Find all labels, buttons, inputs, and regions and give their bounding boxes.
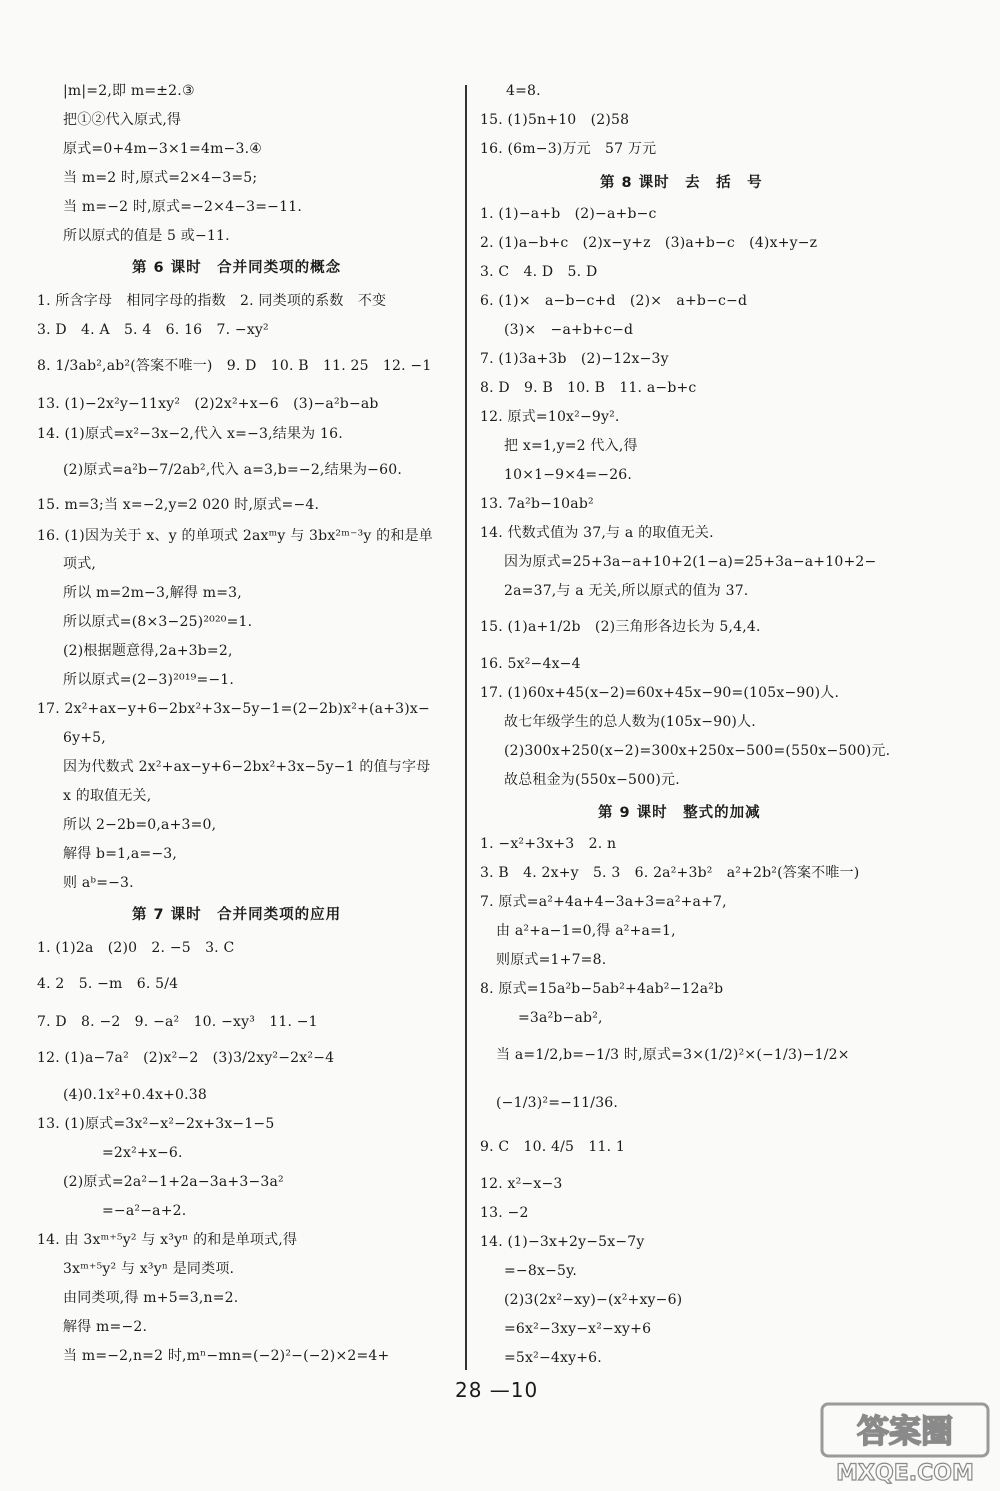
- answer-line: 3xᵐ⁺⁵y² 与 x³yⁿ 是同类项.: [63, 1261, 235, 1277]
- answer-line: 17. 2x²+ax−y+6−2bx²+3x−5y−1=(2−2b)x²+(a+3)x−: [37, 701, 430, 717]
- answer-line: 所以原式=(8×3−25)²⁰²⁰=1.: [63, 614, 253, 630]
- lesson-heading: 第 9 课时 整式的加减: [598, 805, 761, 821]
- answer-line: 10×1−9×4=−26.: [504, 467, 633, 483]
- answer-line: 因为原式=25+3a−a+10+2(1−a)=25+3a−a+10+2−: [504, 554, 877, 570]
- answer-line: 原式=0+4m−3×1=4m−3.④: [63, 141, 262, 157]
- answer-line: 3. D 4. A 5. 4 6. 16 7. −xy²: [37, 322, 269, 338]
- answer-line: 3. B 4. 2x+y 5. 3 6. 2a²+3b² a²+2b²(答案不唯一): [480, 865, 860, 881]
- answer-line: 由 a²+a−1=0,得 a²+a=1,: [496, 923, 676, 939]
- answer-line: 当 m=−2,n=2 时,mⁿ−mn=(−2)²−(−2)×2=4+: [63, 1348, 390, 1364]
- answer-line: 故总租金为(550x−500)元.: [504, 772, 680, 788]
- answer-line: 14. (1)原式=x²−3x−2,代入 x=−3,结果为 16.: [37, 426, 343, 442]
- answer-line: 1. (1)2a (2)0 2. −5 3. C: [37, 940, 235, 956]
- answer-line: 12. 原式=10x²−9y².: [480, 409, 620, 425]
- answer-line: 当 m=2 时,原式=2×4−3=5;: [63, 170, 258, 186]
- answer-line: 8. D 9. B 10. B 11. a−b+c: [480, 380, 697, 396]
- answer-line: |m|=2,即 m=±2.③: [63, 83, 195, 99]
- answer-line: 当 a=1/2,b=−1/3 时,原式=3×(1/2)²×(−1/3)−1/2×: [496, 1047, 850, 1063]
- watermark-title: 答案圈: [856, 1412, 954, 1450]
- answer-line: 则 aᵇ=−3.: [63, 875, 134, 891]
- answer-line: 所以原式的值是 5 或−11.: [63, 228, 230, 244]
- answer-line: 8. 原式=15a²b−5ab²+4ab²−12a²b: [480, 981, 724, 997]
- column-divider: [465, 85, 467, 1370]
- lesson-heading: 第 8 课时 去 括 号: [600, 175, 763, 191]
- watermark-logo: [820, 1402, 990, 1488]
- answer-line: 所以 m=2m−3,解得 m=3,: [63, 585, 242, 601]
- answer-line: =6x²−3xy−x²−xy+6: [504, 1321, 652, 1337]
- answer-line: 14. 代数式值为 37,与 a 的取值无关.: [480, 525, 714, 541]
- answer-line: 1. −x²+3x+3 2. n: [480, 836, 617, 852]
- answer-line: =3a²b−ab²,: [518, 1010, 603, 1026]
- answer-line: (2)300x+250(x−2)=300x+250x−500=(550x−500)元.: [504, 743, 891, 759]
- answer-line: 12. (1)a−7a² (2)x²−2 (3)3/2xy²−2x²−4: [37, 1050, 335, 1066]
- answer-line: 6y+5,: [63, 730, 106, 746]
- answer-line: 9. C 10. 4/5 11. 1: [480, 1139, 625, 1155]
- answer-line: 故七年级学生的总人数为(105x−90)人.: [504, 714, 756, 730]
- watermark-url: MXQE.COM: [836, 1461, 974, 1486]
- answer-line: 解得 b=1,a=−3,: [63, 846, 178, 862]
- answer-line: (2)3(2x²−xy)−(x²+xy−6): [504, 1292, 683, 1308]
- answer-line: 8. 1/3ab²,ab²(答案不唯一) 9. D 10. B 11. 25 12. −1: [37, 358, 432, 374]
- answer-line: 15. (1)a+1/2b (2)三角形各边长为 5,4,4.: [480, 619, 761, 635]
- answer-line: 13. (1)原式=3x²−x²−2x+3x−1−5: [37, 1116, 275, 1132]
- answer-line: 17. (1)60x+45(x−2)=60x+45x−90=(105x−90)人.: [480, 685, 840, 701]
- answer-line: 1. (1)−a+b (2)−a+b−c: [480, 206, 657, 222]
- answer-line: 14. (1)−3x+2y−5x−7y: [480, 1234, 645, 1250]
- answer-line: 12. x²−x−3: [480, 1176, 563, 1192]
- answer-line: 13. 7a²b−10ab²: [480, 496, 594, 512]
- answer-line: 4=8.: [506, 83, 541, 99]
- answer-line: 1. 所含字母 相同字母的指数 2. 同类项的系数 不变: [37, 293, 387, 309]
- answer-line: 因为代数式 2x²+ax−y+6−2bx²+3x−5y−1 的值与字母: [63, 759, 431, 775]
- answer-line: 6. (1)× a−b−c+d (2)× a+b−c−d: [480, 293, 748, 309]
- answer-line: 16. (6m−3)万元 57 万元: [480, 141, 657, 157]
- answer-line: 把 x=1,y=2 代入,得: [504, 438, 638, 454]
- answer-line: 7. (1)3a+3b (2)−12x−3y: [480, 351, 669, 367]
- answer-line: 所以 2−2b=0,a+3=0,: [63, 817, 217, 833]
- answer-line: 则原式=1+7=8.: [496, 952, 607, 968]
- page-number: 28 —10: [455, 1378, 539, 1402]
- answer-line: 7. D 8. −2 9. −a² 10. −xy³ 11. −1: [37, 1014, 318, 1030]
- answer-line: 项式,: [63, 556, 97, 572]
- answer-line: (2)根据题意得,2a+3b=2,: [63, 643, 233, 659]
- answer-line: 由同类项,得 m+5=3,n=2.: [63, 1290, 239, 1306]
- lesson-heading: 第 7 课时 合并同类项的应用: [132, 907, 342, 923]
- answer-line: 3. C 4. D 5. D: [480, 264, 598, 280]
- answer-line: 13. −2: [480, 1205, 529, 1221]
- answer-line: (4)0.1x²+0.4x+0.38: [63, 1087, 207, 1103]
- answer-line: 15. (1)5n+10 (2)58: [480, 112, 630, 128]
- answer-line: 当 m=−2 时,原式=−2×4−3=−11.: [63, 199, 302, 215]
- answer-line: =2x²+x−6.: [102, 1145, 183, 1161]
- answer-line: 解得 m=−2.: [63, 1319, 148, 1335]
- lesson-heading: 第 6 课时 合并同类项的概念: [132, 260, 342, 276]
- answer-line: 7. 原式=a²+4a+4−3a+3=a²+a+7,: [480, 894, 727, 910]
- answer-line: (−1/3)²=−11/36.: [496, 1095, 619, 1111]
- answer-line: =−8x−5y.: [504, 1263, 578, 1279]
- answer-line: 4. 2 5. −m 6. 5/4: [37, 976, 179, 992]
- answer-line: 16. 5x²−4x−4: [480, 656, 581, 672]
- answer-line: 2. (1)a−b+c (2)x−y+z (3)a+b−c (4)x+y−z: [480, 235, 818, 251]
- answer-line: x 的取值无关,: [63, 788, 152, 804]
- answer-line: 14. 由 3xᵐ⁺⁵y² 与 x³yⁿ 的和是单项式,得: [37, 1232, 298, 1248]
- answer-line: 13. (1)−2x²y−11xy² (2)2x²+x−6 (3)−a²b−ab: [37, 396, 379, 412]
- answer-line: 把①②代入原式,得: [63, 112, 182, 128]
- answer-line: (2)原式=a²b−7/2ab²,代入 a=3,b=−2,结果为−60.: [63, 462, 402, 478]
- answer-line: (2)原式=2a²−1+2a−3a+3−3a²: [63, 1174, 284, 1190]
- answer-line: =−a²−a+2.: [102, 1203, 187, 1219]
- answer-line: (3)× −a+b+c−d: [504, 322, 634, 338]
- answer-line: 16. (1)因为关于 x、y 的单项式 2axᵐy 与 3bx²ᵐ⁻³y 的和是单: [37, 528, 433, 544]
- answer-line: 2a=37,与 a 无关,所以原式的值为 37.: [504, 583, 749, 599]
- answer-line: =5x²−4xy+6.: [504, 1350, 602, 1366]
- answer-line: 所以原式=(2−3)²⁰¹⁹=−1.: [63, 672, 235, 688]
- answer-line: 15. m=3;当 x=−2,y=2 020 时,原式=−4.: [37, 497, 320, 513]
